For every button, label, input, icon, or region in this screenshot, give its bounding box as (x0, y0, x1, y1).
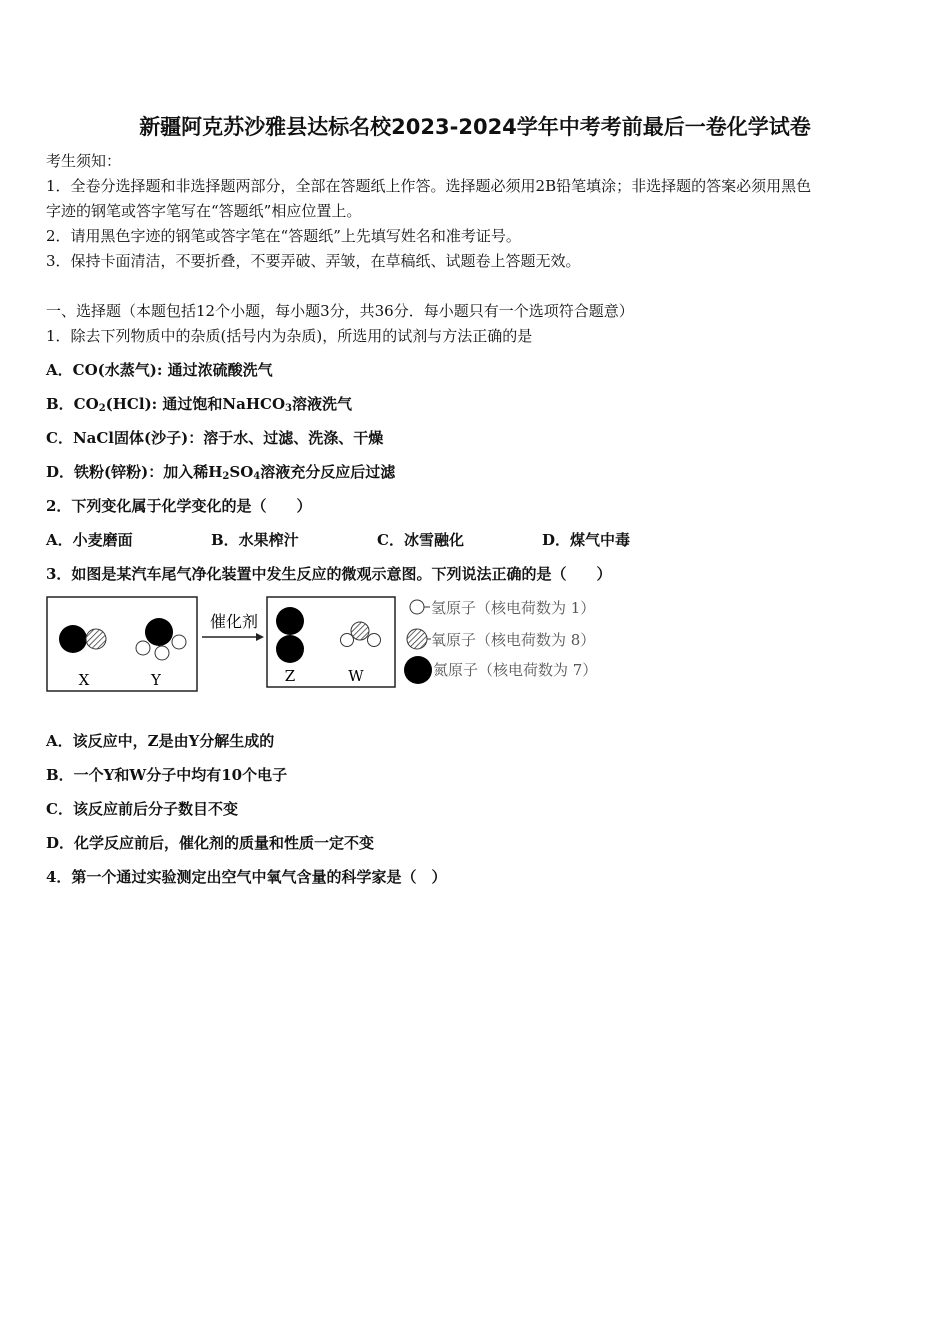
catalyst-label: 催化剂 (209, 612, 259, 631)
y-hydrogen-atom-1 (136, 641, 150, 655)
q1-d-pre: D．铁粉(锌粉)：加入稀H (46, 463, 223, 481)
notice-item-1-cont: 字迹的钢笔或答字笔写在“答题纸”相应位置上。 (46, 202, 362, 220)
reaction-diagram-svg (44, 594, 634, 698)
legend-nitrogen-icon (404, 656, 432, 684)
w-hydrogen-atom-2 (368, 634, 381, 647)
q1-option-d (46, 462, 395, 482)
q4-stem: 4．第一个通过实验测定出空气中氧气含量的科学家是（ ） (46, 868, 447, 886)
label-y: Y (151, 671, 161, 689)
x-nitrogen-atom (59, 625, 87, 653)
label-x: X (78, 671, 90, 689)
legend-oxygen: 氧原子（核电荷数为 8） (431, 631, 596, 649)
z-nitrogen-atom-1 (276, 607, 304, 635)
z-nitrogen-atom-2 (276, 635, 304, 663)
reaction-arrowhead (256, 633, 264, 641)
legend-hydrogen: 氢原子（核电荷数为 1） (431, 599, 596, 617)
q1-b-mid: (HCl): 通过饱和NaHCO (105, 395, 286, 413)
q1-d-post: 溶液充分反应后过滤 (260, 463, 396, 481)
legend-oxygen-icon (407, 629, 427, 649)
q3-option-a: A．该反应中，Z是由Y分解生成的 (46, 732, 275, 750)
q2-option-d: D．煤气中毒 (542, 531, 631, 549)
q2-stem: 2．下列变化属于化学变化的是（ ） (46, 497, 312, 515)
q1-b-pre: B．CO (46, 395, 99, 413)
notice-item-2: 2．请用黑色字迹的钢笔或答字笔在“答题纸”上先填写姓名和准考证号。 (46, 227, 521, 245)
q3-option-d: D．化学反应前后，催化剂的质量和性质一定不变 (46, 834, 375, 852)
section-heading: 一、选择题（本题包括12个小题，每小题3分，共36分．每小题只有一个选项符合题意） (46, 302, 634, 320)
q1-b-sub: 2 (98, 403, 106, 414)
notice-heading: 考生须知： (46, 152, 122, 170)
notice-item-3: 3．保持卡面清洁，不要折叠，不要弄破、弄皱，在草稿纸、试题卷上答题无效。 (46, 252, 581, 270)
exam-title: 新疆阿克苏沙雅县达标名校2023-2024学年中考考前最后一卷化学试卷 (139, 115, 811, 139)
q1-option-a: A．CO(水蒸气): 通过浓硫酸洗气 (46, 361, 273, 379)
y-hydrogen-atom-3 (172, 635, 186, 649)
reaction-diagram (44, 594, 634, 702)
q3-option-c: C．该反应前后分子数目不变 (46, 800, 238, 818)
y-nitrogen-atom (145, 618, 173, 646)
q1-d-sub2: 4 (253, 471, 261, 482)
q1-b-sub2: 3 (285, 403, 292, 414)
q3-stem: 3．如图是某汽车尾气净化装置中发生反应的微观示意图。下列说法正确的是（ ） (46, 565, 612, 583)
q1-d-mid: SO (229, 463, 254, 481)
label-z: Z (284, 667, 296, 685)
label-w: W (348, 667, 364, 685)
q2-option-b: B．水果榨汁 (211, 531, 299, 549)
legend-hydrogen-icon (410, 600, 424, 614)
q1-stem: 1．除去下列物质中的杂质(括号内为杂质)，所选用的试剂与方法正确的是 (46, 327, 533, 345)
w-hydrogen-atom-1 (341, 634, 354, 647)
legend-nitrogen: 氮原子（核电荷数为 7） (433, 661, 598, 679)
w-oxygen-atom (351, 622, 369, 640)
q1-b-post: 溶液洗气 (292, 395, 353, 413)
y-hydrogen-atom-2 (155, 646, 169, 660)
q2-option-a: A．小麦磨面 (46, 531, 133, 549)
notice-item-1: 1．全卷分选择题和非选择题两部分，全部在答题纸上作答。选择题必须用2B铅笔填涂；非选择题的答案必须用黑色 (46, 177, 812, 195)
q2-option-c: C．冰雪融化 (377, 531, 464, 549)
q1-option-c: C．NaCl固体(沙子)：溶于水、过滤、洗涤、干燥 (46, 429, 384, 447)
x-oxygen-atom (86, 629, 106, 649)
q1-d-sub: 2 (222, 471, 230, 482)
q1-option-b (46, 394, 352, 414)
q3-option-b: B．一个Y和W分子中均有10个电子 (46, 766, 288, 784)
